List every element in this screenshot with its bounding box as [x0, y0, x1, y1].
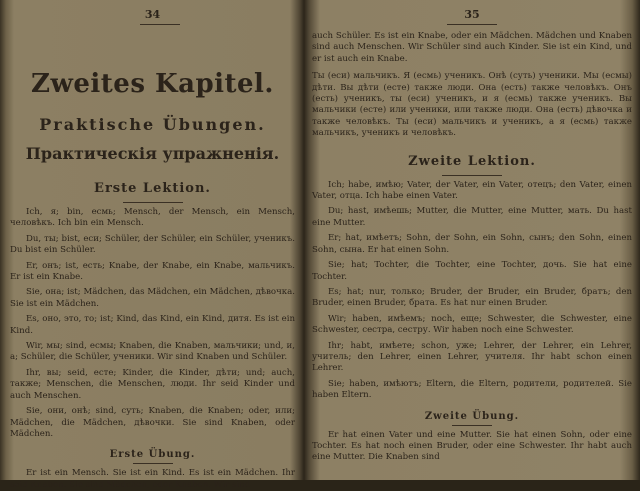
exercise-text: Er hat einen Vater und eine Mutter. Sie hat einen Sohn, oder eine Tochter. Es hat noch einen Bruder, oder eine Schwester. Ihr habt auch eine Mutter. Die Knaben sind [312, 429, 632, 463]
lesson-paragraph: Es, оно, это, то; ist; Kind, das Kind, ein Kind, дитя. Es ist ein Kind. [10, 314, 295, 336]
lesson-title: Erste Lektion. [94, 181, 211, 196]
continued-paragraph: auch Schüler. Es ist ein Knabe, oder ein Mädchen. Mädchen und Knaben sind auch Menschen. Wir Schüler sind auch Kinder. Sie ist ein Kind, und er ist auch ein Knabe. [312, 31, 632, 64]
page-number: 34 [144, 8, 161, 21]
lesson-paragraph: Du; hast, имѣешь; Mutter, die Mutter, eine Mutter, мать. Du hast eine Mutter. [312, 206, 632, 228]
lesson-rule [442, 175, 502, 176]
lesson-paragraph: Sie, она; ist; Mädchen, das Mädchen, ein Mädchen, дѣвочка. Sie ist ein Mädchen. [10, 287, 295, 309]
lesson-paragraph: Ich; habe, имѣю; Vater, der Vater, ein Vater, отецъ; den Vater, einen Vater, отца. Ich habe einen Vater. [312, 179, 632, 202]
lesson-paragraph: Sie, они, онѣ; sind, суть; Knaben, die Knaben; oder, или; Mädchen, die Mädchen, дѣвочки. Sie sind Knaben, oder Mädchen. [10, 406, 295, 439]
lesson-paragraph: Ihr, вы; seid, есте; Kinder, die Kinder, дѣти; und; auch, также; Menschen, die Menschen, люди. Ihr seid Kinder und auch Menschen. [10, 367, 295, 401]
lesson-paragraph: Du, ты; bist, еси; Schüler, der Schüler, ein Schüler, ученикъ. Du bist ein Schüler. [10, 233, 295, 256]
page-number-rule [140, 24, 180, 25]
lesson-paragraph: Ich, я; bin, есмь; Mensch, der Mensch, ein Mensch, человѣкъ. Ich bin ein Mensch. [10, 207, 295, 229]
lesson-paragraph: Wir, мы; sind, есмы; Knaben, die Knaben, мальчики; und, и, а; Schüler, die Schüler, ученики. Wir sind Knaben und Schüler. [10, 341, 295, 363]
exercise-title: Zweite Übung. [424, 410, 520, 422]
page-number: 35 [464, 8, 480, 21]
left-page [10, 0, 295, 490]
exercise-rule [452, 425, 492, 426]
lesson-paragraph: Wir; haben, имѣемъ; noch, еще; Schwester, die Schwester, eine Schwester, сестра, сестру. Wir haben noch eine Schwester. [312, 313, 632, 336]
russian-paragraph: Ты (еси) мальчикъ. Я (есмь) ученикъ. Онѣ (суть) ученики. Мы (есмы) дѣти. Вы дѣти (есте) также люди. Она (есть) также человѣкъ. Онъ (есть) ученикъ, ты (еси) ученикъ, и я (есмь) также ученикъ. Вы мальчики (есте) или ученики, или также люди. Она (есть) дѣвочка и также человѣкъ. Ты (еси) мальчикъ и ученикъ, а я (есмь) также мальчикъ, ученикъ и человѣкъ. [312, 71, 632, 139]
lesson-rule [123, 202, 183, 203]
subtitle-german: Praktische Übungen. [39, 115, 266, 134]
lesson-title: Zweite Lektion. [408, 153, 536, 169]
lesson-paragraph: Es; hat; nur, только; Bruder, der Bruder, ein Bruder, братъ; den Bruder, einen Bruder, брата. Es hat nur einen Bruder. [312, 286, 632, 309]
lesson-paragraph: Er; hat, имѣетъ; Sohn, der Sohn, ein Sohn, сынъ; den Sohn, einen Sohn, сына. Er hat einen Sohn. [312, 233, 632, 255]
chapter-title: Zweites Kapitel. [30, 69, 274, 99]
exercise-text: Er ist ein Mensch. Sie ist ein Kind. Es ist ein Mädchen. Ihr seid Knaben. Sie sind Mädchen, oder Knaben. Wir sind [10, 468, 295, 490]
subtitle-russian: Практическія упражненія. [25, 144, 280, 163]
lesson-paragraph: Er, онъ; ist, есть; Knabe, der Knabe, ein Knabe, мальчикъ. Er ist ein Knabe. [10, 260, 295, 283]
lesson-paragraph: Sie; haben, имѣютъ; Eltern, die Eltern, родители, родителей. Sie haben Eltern. [312, 378, 632, 401]
exercise-title: Erste Übung. [109, 449, 196, 461]
lesson-paragraph: Sie; hat; Tochter, die Tochter, eine Tochter, дочь. Sie hat eine Tochter. [312, 260, 632, 282]
exercise-rule [133, 463, 173, 464]
page-number-rule [447, 24, 497, 25]
lesson-paragraph: Ihr; habt, имѣете; schon, уже; Lehrer, der Lehrer, ein Lehrer, учитель; den Lehrer, einen Lehrer, учителя. Ihr habt schon einen Lehrer. [312, 340, 632, 374]
right-page [312, 0, 632, 480]
